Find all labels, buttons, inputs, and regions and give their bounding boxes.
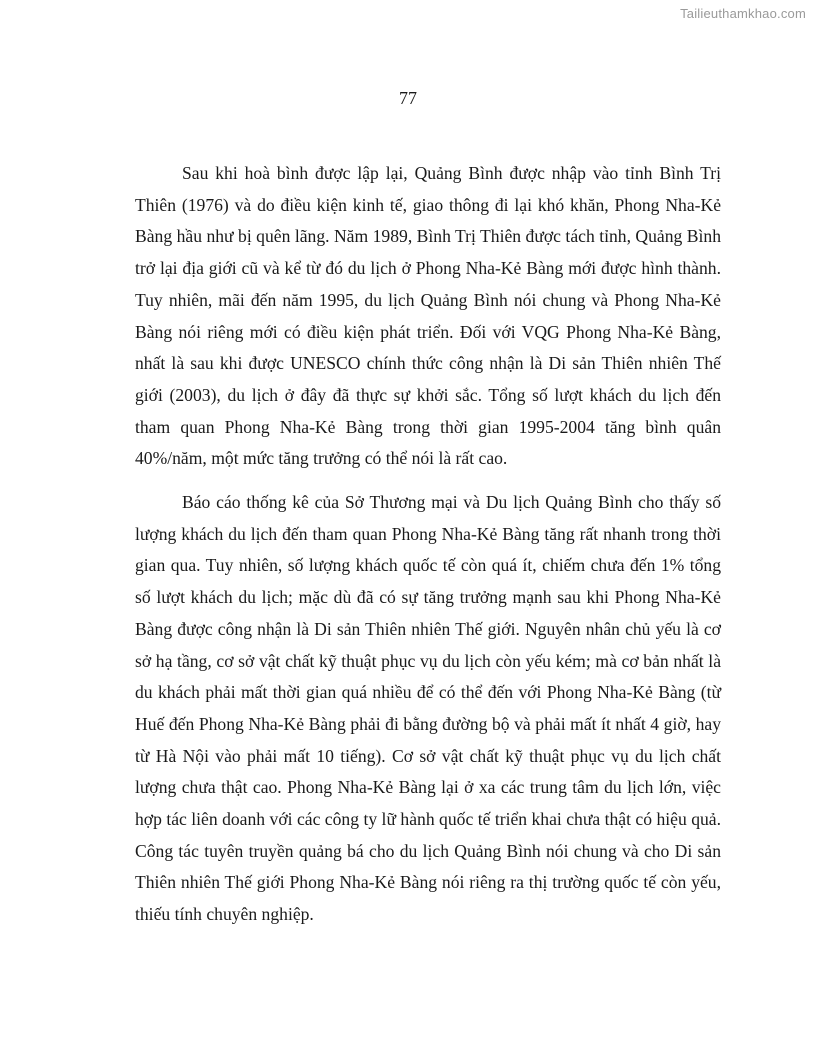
paragraph-2: Báo cáo thống kê của Sở Thương mại và Du lịch Quảng Bình cho thấy số lượng khách du lịch đến tham quan Phong Nha-Kẻ Bàng tăng rất nhanh trong thời gian qua. Tuy nhiên, số lượng khách quốc tế còn quá ít, chiếm chưa đến 1% tổng số lượt khách du lịch; mặc dù đã có sự tăng trưởng mạnh sau khi Phong Nha-Kẻ Bàng được công nhận là Di sản Thiên nhiên Thế giới. Nguyên nhân chủ yếu là cơ sở hạ tầng, cơ sở vật chất kỹ thuật phục vụ du lịch còn yếu kém; mà cơ bản nhất là du khách phải mất thời gian quá nhiều để có thể đến với Phong Nha-Kẻ Bàng (từ Huế đến Phong Nha-Kẻ Bàng phải đi bằng đường bộ và phải mất ít nhất 4 giờ, hay từ Hà Nội vào phải mất 10 tiếng). Cơ sở vật chất kỹ thuật phục vụ du lịch chất lượng chưa thật cao. Phong Nha-Kẻ Bàng lại ở xa các trung tâm du lịch lớn, việc hợp tác liên doanh với các công ty lữ hành quốc tế triển khai chưa thật có hiệu quả. Công tác tuyên truyền quảng bá cho du lịch Quảng Bình nói chung và cho Di sản Thiên nhiên Thế giới Phong Nha-Kẻ Bàng nói riêng ra thị trường quốc tế còn yếu, thiếu tính chuyên nghiệp. [135, 492, 721, 925]
watermark-text: Tailieuthamkhao.com [680, 6, 806, 21]
document-body [135, 158, 721, 943]
page-number: 77 [399, 88, 417, 108]
paragraph-1: Sau khi hoà bình được lập lại, Quảng Bình được nhập vào tỉnh Bình Trị Thiên (1976) và do điều kiện kinh tế, giao thông đi lại khó khăn, Phong Nha-Kẻ Bàng hầu như bị quên lãng. Năm 1989, Bình Trị Thiên được tách tỉnh, Quảng Bình trở lại địa giới cũ và kể từ đó du lịch ở Phong Nha-Kẻ Bàng mới được hình thành. Tuy nhiên, mãi đến năm 1995, du lịch Quảng Bình nói chung và Phong Nha-Kẻ Bàng nói riêng mới có điều kiện phát triển. Đối với VQG Phong Nha-Kẻ Bàng, nhất là sau khi được UNESCO chính thức công nhận là Di sản Thiên nhiên Thế giới (2003), du lịch ở đây đã thực sự khởi sắc. Tổng số lượt khách du lịch đến tham quan Phong Nha-Kẻ Bàng trong thời gian 1995-2004 tăng bình quân 40%/năm, một mức tăng trưởng có thể nói là rất cao. [135, 163, 721, 469]
